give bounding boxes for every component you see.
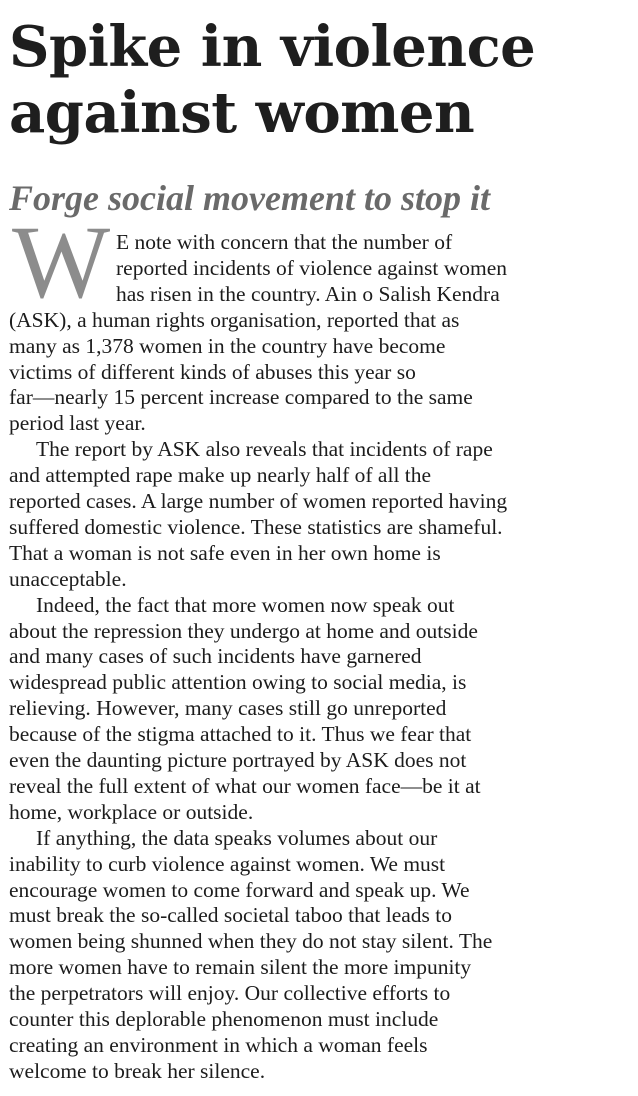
body-line: The report by ASK also reveals that incidents of rape bbox=[36, 437, 493, 462]
body-line: Indeed, the fact that more women now speak out bbox=[36, 592, 455, 617]
body-line: far—nearly 15 percent increase compared to the same bbox=[9, 385, 473, 410]
body-line: women being shunned when they do not stay silent. The bbox=[9, 929, 493, 954]
body-line: counter this deplorable phenomenon must include bbox=[9, 1007, 439, 1031]
drop-cap: W bbox=[12, 205, 111, 320]
body-line: because of the stigma attached to it. Thus we fear that bbox=[9, 722, 472, 747]
headline-line-1: Spike in violence bbox=[9, 14, 536, 80]
body-line: reveal the full extent of what our women face—be it at bbox=[9, 773, 481, 798]
body-line: about the repression they undergo at home and outside bbox=[9, 618, 478, 643]
body-line: creating an environment in which a woman feels bbox=[9, 1032, 428, 1057]
body-line: If anything, the data speaks volumes about our bbox=[36, 825, 438, 850]
headline-line-2: against women bbox=[9, 80, 475, 146]
subheadline: Forge social movement to stop it bbox=[9, 178, 490, 218]
body-line: reported cases. A large number of women reported having bbox=[9, 489, 508, 513]
body-line: has risen in the country. Ain o Salish Kendra bbox=[116, 281, 500, 306]
body-line: home, workplace or outside. bbox=[9, 799, 254, 824]
body-line: reported incidents of violence against women bbox=[116, 255, 508, 280]
body-line: That a woman is not safe even in her own home is bbox=[9, 540, 441, 565]
body-line: welcome to break her silence. bbox=[9, 1058, 266, 1083]
body-line: victims of different kinds of abuses this year so bbox=[9, 359, 416, 384]
body-line: inability to curb violence against women. We must bbox=[9, 851, 446, 876]
body-line: unacceptable. bbox=[9, 566, 127, 591]
body-line: period last year. bbox=[9, 411, 146, 436]
body-line: and many cases of such incidents have garnered bbox=[9, 644, 422, 669]
body-line: many as 1,378 women in the country have become bbox=[9, 333, 446, 358]
body-line: (ASK), a human rights organisation, reported that as bbox=[9, 307, 460, 332]
body-line: must break the so-called societal taboo that leads to bbox=[9, 903, 452, 928]
body-line: the perpetrators will enjoy. Our collective efforts to bbox=[9, 981, 451, 1006]
body-line: relieving. However, many cases still go unreported bbox=[9, 696, 447, 721]
body-line: widespread public attention owing to social media, is bbox=[9, 670, 467, 695]
body-line: more women have to remain silent the more impunity bbox=[9, 955, 472, 980]
headline bbox=[9, 14, 535, 146]
body-line: suffered domestic violence. These statistics are shameful. bbox=[9, 514, 503, 539]
body-line: E note with concern that the number of bbox=[116, 230, 453, 254]
body-line: even the daunting picture portrayed by ASK does not bbox=[9, 748, 467, 772]
body-line: and attempted rape make up nearly half of all the bbox=[9, 463, 432, 488]
body-line: encourage women to come forward and speak up. We bbox=[9, 877, 470, 902]
